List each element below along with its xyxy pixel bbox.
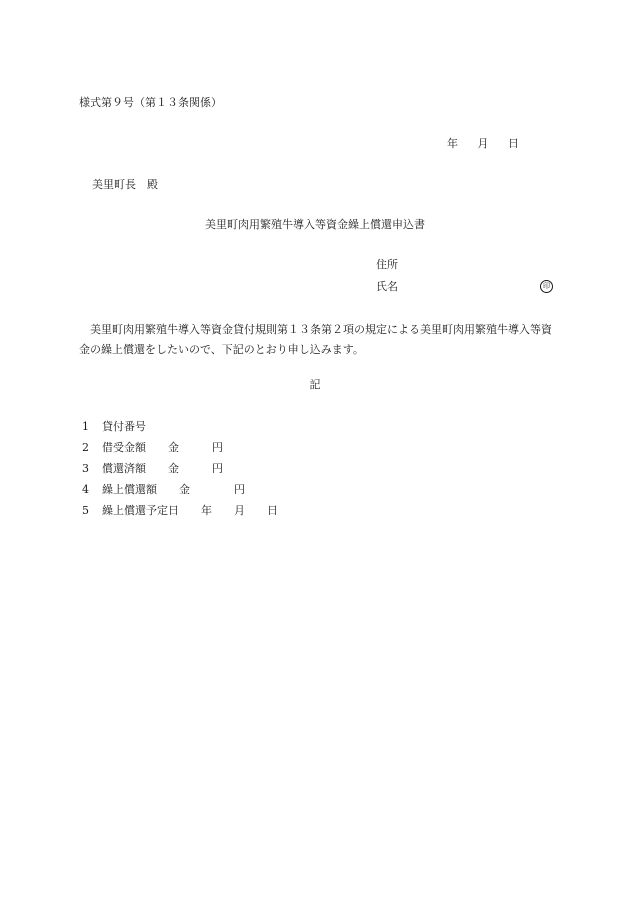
list-item: [82, 479, 278, 500]
list-item: [82, 437, 278, 458]
applicant-name-label: 氏名: [376, 280, 398, 293]
item-number: 5: [82, 504, 89, 517]
list-item: [82, 458, 278, 479]
document-title: 美里町肉用繁殖牛導入等資金繰上償還申込書: [205, 218, 425, 231]
form-number: 様式第９号（第１３条関係）: [79, 96, 222, 109]
applicant-address-label: 住所: [376, 258, 398, 271]
items-list: [82, 416, 278, 521]
item-text: 償還済額 金 円: [102, 462, 223, 475]
date-month-label: 月: [477, 137, 489, 150]
body-paragraph: 美里町肉用繁殖牛導入等資金貸付規則第１３条第２項の規定による美里町肉用繁殖牛導入等資金の繰上償還をしたいので、下記のとおり申し込みます。: [79, 323, 552, 356]
item-number: 3: [82, 462, 89, 475]
item-text: 繰上償還予定日 年 月 日: [102, 504, 278, 517]
date-year-label: 年: [447, 137, 458, 150]
item-text: 貸付番号: [102, 420, 146, 433]
item-number: 2: [82, 441, 89, 454]
list-item: [82, 500, 278, 521]
item-number: 4: [82, 483, 89, 496]
ki-heading: 記: [309, 378, 321, 391]
date-day-label: 日: [508, 137, 519, 150]
list-item: [82, 416, 278, 437]
item-text: 繰上償還額 金 円: [102, 483, 245, 496]
item-number: 1: [82, 420, 89, 433]
application-date: [447, 137, 519, 151]
item-text: 借受金額 金 円: [102, 441, 223, 454]
seal-mark-icon: 印: [540, 280, 553, 293]
addressee: 美里町長 殿: [92, 178, 158, 191]
